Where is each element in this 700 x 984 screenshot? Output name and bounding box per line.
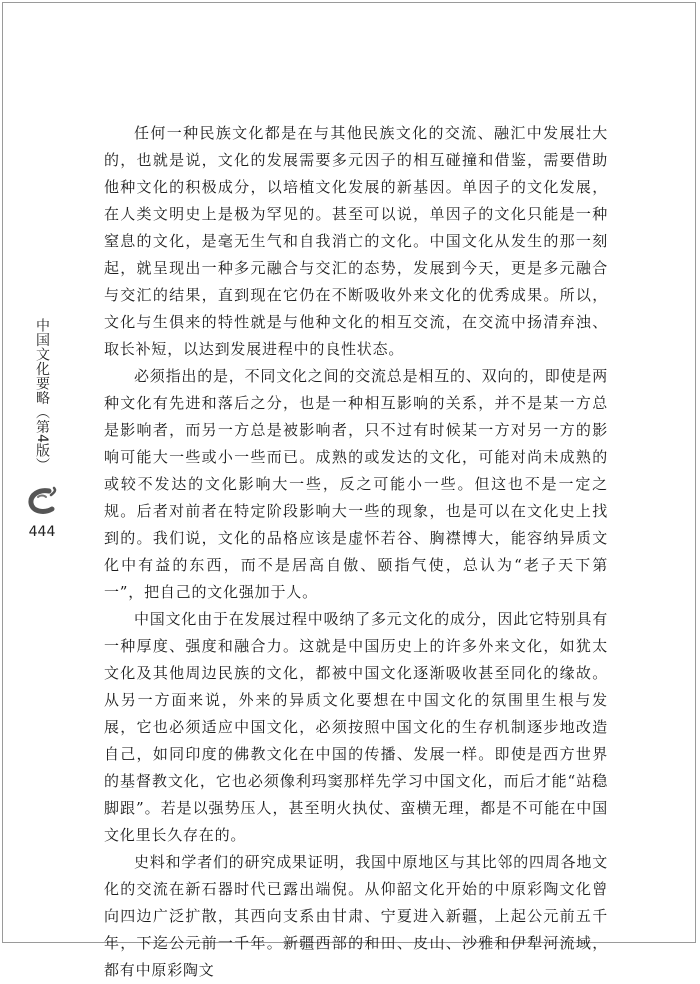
paragraph: 史料和学者们的研究成果证明，我国中原地区与其比邻的四周各地文化的交流在新石器时代已露出端倪。从仰韶文化开始的中原彩陶文化曾向四边广泛扩散，其西向支系由甘肃、宁夏进入新疆，上起公元前五千年，下迄公元前一千年。新疆西部的和田、皮山、沙雅和伊犁河流域，都有中原彩陶文 <box>104 853 609 979</box>
body-text <box>104 120 608 984</box>
page-logo-icon <box>25 486 59 516</box>
running-title: 中国文化要略（第4版） <box>34 318 50 473</box>
side-margin <box>22 318 62 540</box>
paragraph: 中国文化由于在发展过程中吸纳了多元文化的成分，因此它特别具有一种厚度、强度和融合力。这就是中国历史上的许多外来文化，如犹太文化及其他周边民族的文化，都被中国文化逐渐吸收甚至同化的缘故。从另一方面来说，外来的异质文化要想在中国文化的氛围里生根与发展，它也必须适应中国文化，必须按照中国文化的生存机制逐步地改造自己，如同印度的佛教文化在中国的传播、发展一样。即使是西方世界的基督教文化，它也必须像利玛窦那样先学习中国文化，而后才能“站稳脚跟”。若是以强势压人，甚至明火执仗、蛮横无理，都是不可能在中国文化里长久存在的。 <box>104 610 609 844</box>
paragraph: 任何一种民族文化都是在与其他民族文化的交流、融汇中发展壮大的，也就是说，文化的发展需要多元因子的相互碰撞和借鉴，需要借助他种文化的积极成分，以培植文化发展的新基因。单因子的文化发展，在人类文明史上是极为罕见的。甚至可以说，单因子的文化只能是一种窒息的文化，是毫无生气和自我消亡的文化。中国文化从发生的那一刻起，就呈现出一种多元融合与交汇的态势，发展到今天，更是多元融合与交汇的结果，直到现在它仍在不断吸收外来文化的优秀成果。所以，文化与生俱来的特性就是与他种文化的相互交流，在交流中扬清弃浊、取长补短，以达到发展进程中的良性状态。 <box>104 124 608 358</box>
paragraph: 必须指出的是，不同文化之间的交流总是相互的、双向的，即使是两种文化有先进和落后之分，也是一种相互影响的关系，并不是某一方总是影响者，而另一方总是被影响者，只不过有时候某一方对另一方的影响可能大一些或小一些而已。成熟的或发达的文化，可能对尚未成熟的或较不发达的文化影响大一些，反之可能小一些。但这也不是一定之规。后者对前者在特定阶段影响大一些的现象，也是可以在文化史上找到的。我们说，文化的品格应该是虚怀若谷、胸襟博大，能容纳异质文化中有益的东西，而不是居高自傲、颐指气使，总认为“老子天下第一”，把自己的文化强加于人。 <box>104 367 609 601</box>
page-number: 444 <box>28 524 56 541</box>
